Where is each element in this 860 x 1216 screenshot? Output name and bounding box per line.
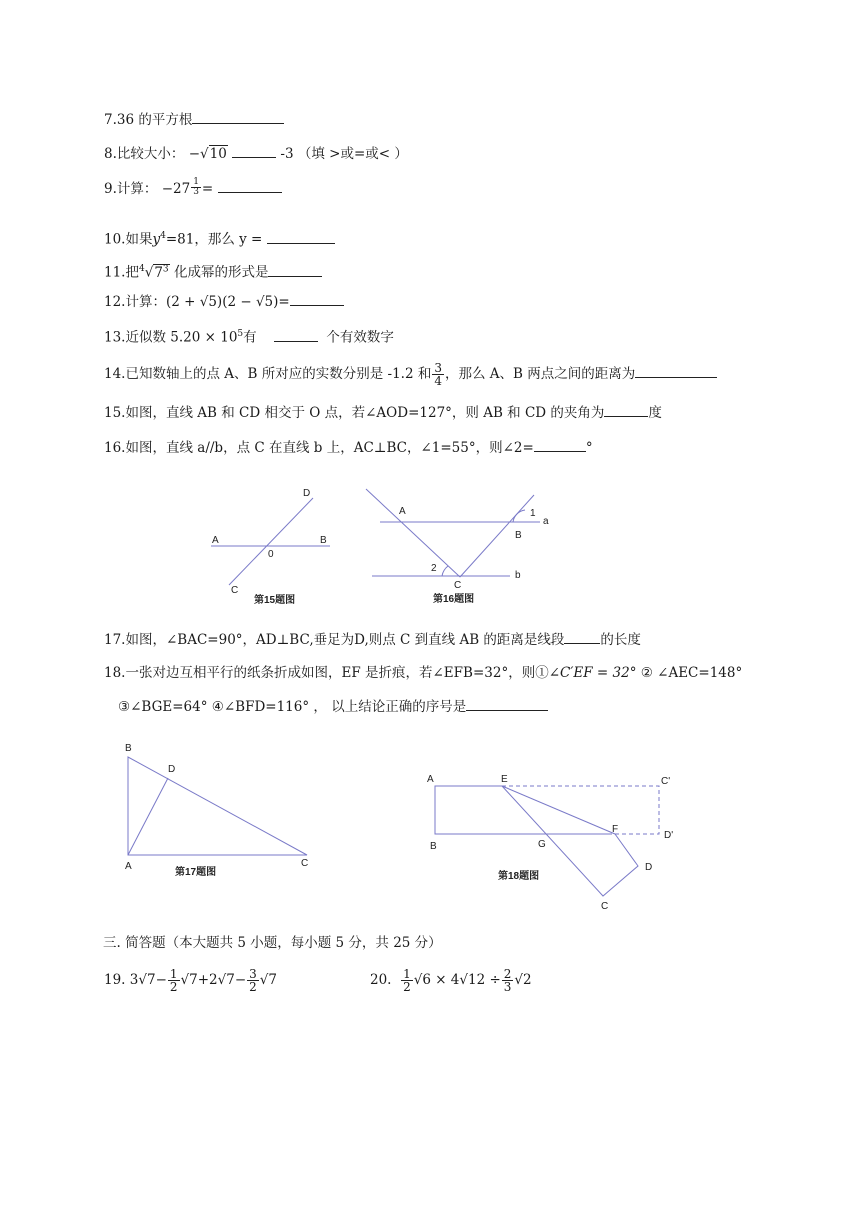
label-angle-1: 1: [530, 508, 536, 519]
label-c18: C: [601, 901, 609, 912]
question-18-line2: ③∠BGE=64° ④∠BFD=116° ， 以上结论正确的序号是: [118, 696, 548, 717]
question-19: 19. 3√7− $\frac{1}{2}$ √7+2√7− $\frac{3}{2}$ √7: [104, 967, 277, 994]
label-o: 0: [268, 549, 274, 560]
label-angle-2: 2: [431, 563, 437, 574]
question-9: 9.计算： −27 $\frac{1}{3}$ =: [104, 178, 282, 199]
label-cprime: C': [661, 776, 671, 787]
figure-18-caption: 第18题图: [498, 871, 540, 882]
question-18: 18.一张对边互相平行的纸条折成如图，EF 是折痕，若∠EFB=32°，则①∠C′EF = 32° ② ∠AEC=148°: [104, 665, 743, 681]
question-13: 13.近似数 $5.20 \times 10^5$有 个有效数字: [104, 324, 394, 348]
section-3-heading: 三. 简答题（本大题共 5 小题，每小题 5 分，共 25 分）: [103, 935, 442, 951]
folded-part-dashed: [502, 786, 659, 834]
label-a: A: [125, 861, 132, 872]
question-12: 12.计算：(2 + √5)(2 − √5)=: [104, 291, 344, 312]
label-a-point: A: [399, 506, 406, 517]
label-d18: D: [645, 862, 653, 873]
figure-17-caption: 第17题图: [175, 867, 217, 878]
label-d: D: [303, 488, 311, 499]
label-e: E: [501, 774, 508, 785]
figure-15-caption: 第15题图: [254, 595, 296, 606]
question-10: 10.如果$y^4=81$，那么 y =: [104, 226, 335, 250]
question-14: 14.已知数轴上的点 A、B 所对应的实数分别是 -1.2 和 $\frac{3}{4}$ ，那么 A、B 两点之间的距离为: [104, 362, 717, 387]
question-16: 16.如图，直线 a//b，点 C 在直线 b 上，AC⊥BC，∠1=55°，则∠2= °: [104, 437, 593, 458]
label-c: C: [301, 858, 309, 869]
label-f: F: [612, 824, 619, 835]
label-dprime: D': [664, 830, 674, 841]
segment-ad: [128, 778, 168, 855]
fold-line-ef: [502, 786, 615, 834]
figure-17: [128, 757, 307, 855]
question-7: 7.36 的平方根: [104, 109, 284, 130]
label-b: B: [125, 743, 132, 754]
figure-18: [435, 786, 659, 896]
label-a18: A: [427, 774, 434, 785]
question-11: 11.把$^4√7^3$ 化成幂的形式是: [104, 259, 322, 283]
label-g: G: [538, 839, 546, 850]
label-a: A: [212, 535, 219, 546]
label-c-point: C: [454, 580, 462, 591]
question-20: 20. $\frac{1}{2}$ √6 × 4√12 ÷ $\frac{2}{3}$ √2: [370, 967, 532, 994]
label-line-b: b: [515, 570, 521, 581]
label-line-a: a: [543, 516, 549, 527]
question-15: 15.如图，直线 AB 和 CD 相交于 O 点，若∠AOD=127°，则 AB 和 CD 的夹角为 度: [104, 402, 662, 423]
figure-16-caption: 第16题图: [433, 594, 475, 605]
question-17: 17.如图，∠BAC=90°，AD⊥BC,垂足为D,则点 C 到直线 AB 的距离是线段 的长度: [104, 629, 641, 650]
label-d: D: [168, 764, 176, 775]
triangle-abc: [128, 757, 307, 855]
label-b: B: [320, 535, 327, 546]
question-8: 8.比较大小： −√10 -3 （填 >或=或< ）: [104, 143, 408, 164]
label-b-point: B: [515, 530, 522, 541]
label-b18: B: [430, 841, 437, 852]
label-c: C: [231, 585, 239, 596]
